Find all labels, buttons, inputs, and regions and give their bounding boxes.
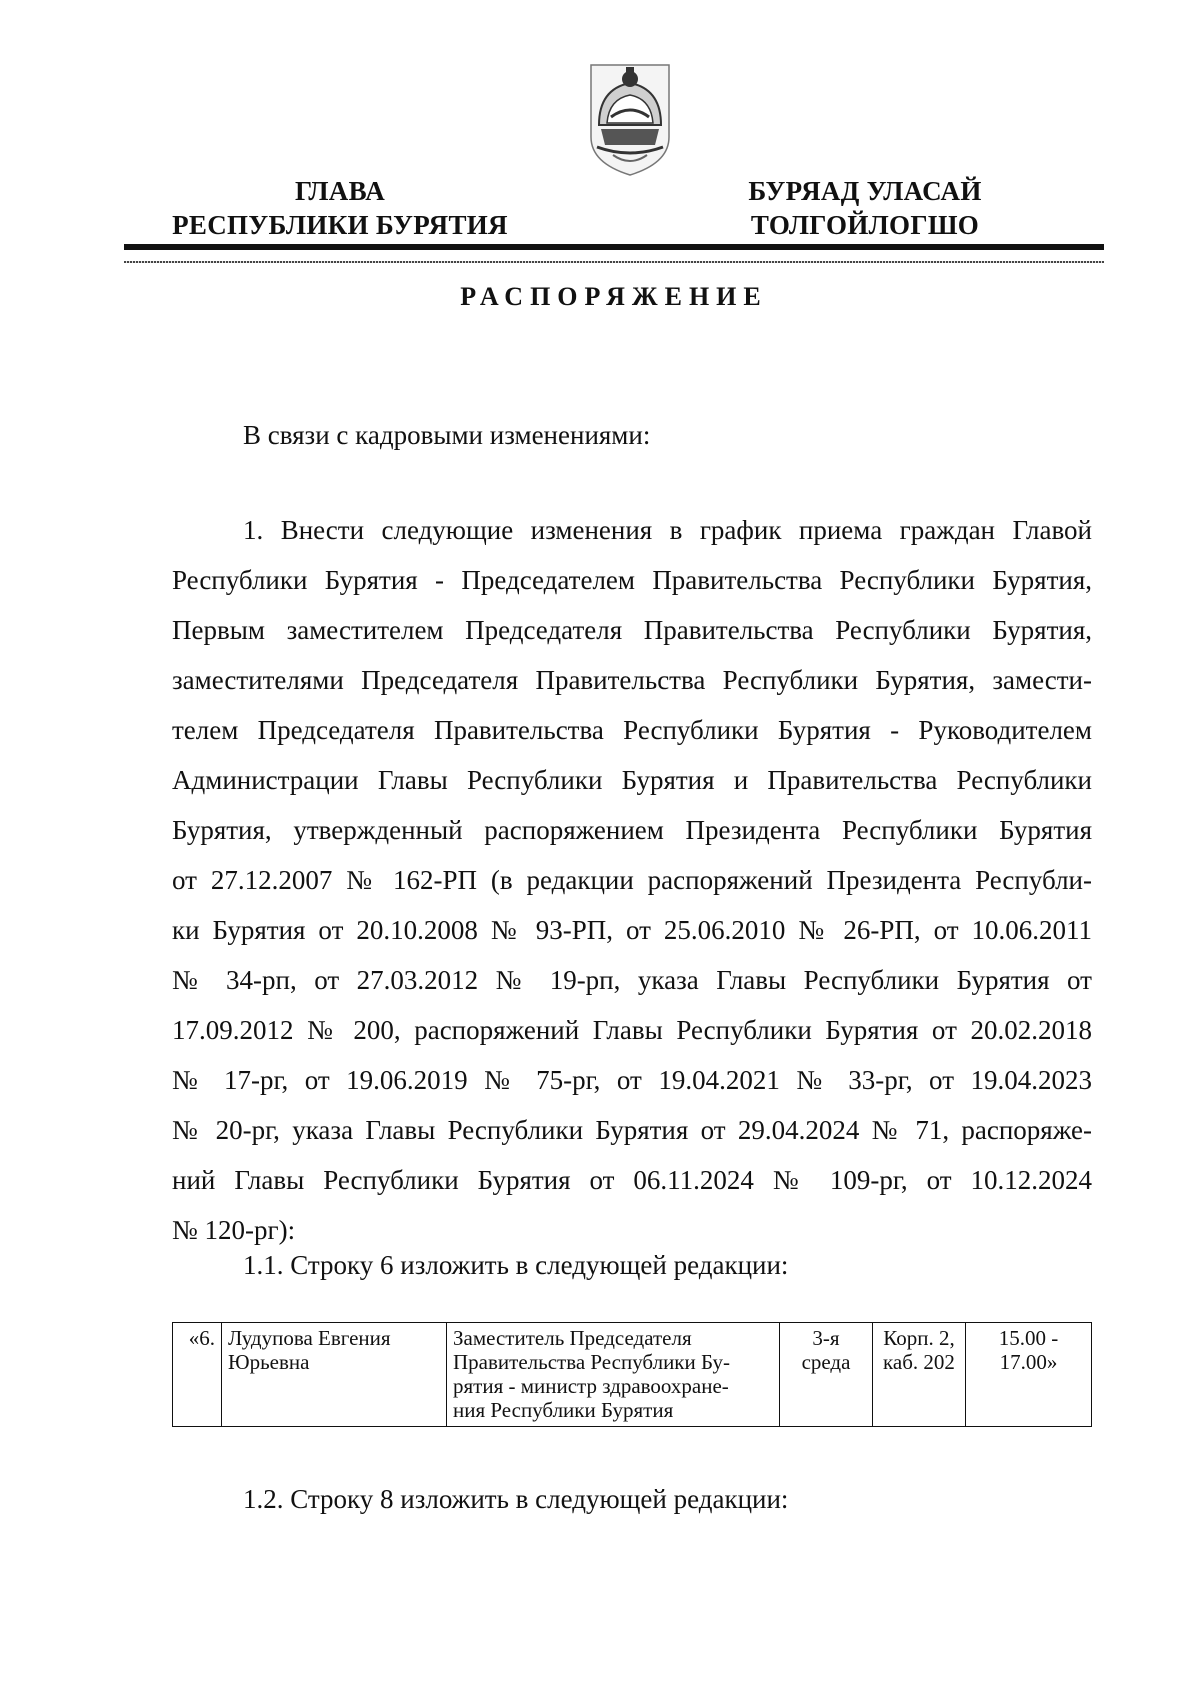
cell-line: Правительства Республики Бу- <box>453 1350 731 1374</box>
paragraph-line: заместителями Председателя Правительства Республики Бурятия, замести- <box>172 665 1092 695</box>
header-left-line1: ГЛАВА <box>294 176 386 206</box>
cell-line: каб. 202 <box>883 1350 955 1374</box>
cell-line: ния Республики Бурятия <box>453 1398 674 1422</box>
cell-line: Заместитель Председателя <box>453 1326 692 1350</box>
header-left <box>130 174 550 242</box>
cell-line: 17.00» <box>999 1350 1058 1374</box>
header-right <box>700 174 1030 242</box>
header-right-line2: ТОЛГОЙЛОГШО <box>750 210 980 240</box>
intro-paragraph: В связи с кадровыми изменениями: <box>243 420 651 450</box>
header-divider-thin <box>124 261 1104 263</box>
paragraph-line: телем Председателя Правительства Республики Бурятия - Руководителем <box>172 715 1092 745</box>
cell-number: «6. <box>173 1323 222 1427</box>
paragraph-line: № 20-рг, указа Главы Республики Бурятия от 29.04.2024 № 71, распоряже- <box>172 1115 1092 1145</box>
cell-line: Лудупова Евгения <box>228 1326 391 1350</box>
paragraph-line: Администрации Главы Республики Бурятия и Правительства Республики <box>172 765 1092 795</box>
cell-line: 3-я <box>812 1326 840 1350</box>
schedule-table <box>172 1322 1092 1427</box>
cell-day <box>780 1323 873 1427</box>
paragraph-line: Первым заместителем Председателя Правительства Республики Бурятия, <box>172 615 1092 645</box>
header-right-line1: БУРЯАД УЛАСАЙ <box>748 176 982 206</box>
item-1-paragraph <box>172 505 1092 1255</box>
paragraph-line: 17.09.2012 № 200, распоряжений Главы Республики Бурятия от 20.02.2018 <box>172 1015 1092 1045</box>
cell-line: среда <box>801 1350 851 1374</box>
table-row <box>173 1323 1092 1427</box>
subitem-1-1: 1.1. Строку 6 изложить в следующей редакции: <box>243 1250 789 1280</box>
paragraph-line: № 120-рг): <box>172 1215 296 1245</box>
cell-line: рятия - министр здравоохране- <box>453 1374 729 1398</box>
document-title: РАСПОРЯЖЕНИЕ <box>460 282 768 311</box>
cell-line: Юрьевна <box>228 1350 310 1374</box>
cell-place <box>873 1323 966 1427</box>
paragraph-line: Бурятия, утвержденный распоряжением Президента Республики Бурятия <box>172 815 1092 845</box>
cell-line: Корп. 2, <box>883 1326 955 1350</box>
header-left-line2: РЕСПУБЛИКИ БУРЯТИЯ <box>172 210 508 240</box>
paragraph-line: № 17-рг, от 19.06.2019 № 75-рг, от 19.04.2021 № 33-рг, от 19.04.2023 <box>172 1065 1092 1095</box>
header-divider-thick <box>124 244 1104 250</box>
paragraph-line: ки Бурятия от 20.10.2008 № 93-РП, от 25.06.2010 № 26-РП, от 10.06.2011 <box>172 915 1092 945</box>
coat-of-arms-icon <box>587 59 673 177</box>
cell-position <box>447 1323 780 1427</box>
cell-time <box>966 1323 1092 1427</box>
paragraph-line: от 27.12.2007 № 162-РП (в редакции распоряжений Президента Республи- <box>172 865 1092 895</box>
paragraph-line: Республики Бурятия - Председателем Правительства Республики Бурятия, <box>172 565 1092 595</box>
paragraph-line: ний Главы Республики Бурятия от 06.11.2024 № 109-рг, от 10.12.2024 <box>172 1165 1092 1195</box>
paragraph-line: № 34-рп, от 27.03.2012 № 19-рп, указа Главы Республики Бурятия от <box>172 965 1092 995</box>
paragraph-line: 1. Внести следующие изменения в график приема граждан Главой <box>243 515 1092 545</box>
cell-name <box>222 1323 447 1427</box>
cell-line: 15.00 - <box>998 1326 1059 1350</box>
subitem-1-2: 1.2. Строку 8 изложить в следующей редакции: <box>243 1484 789 1514</box>
